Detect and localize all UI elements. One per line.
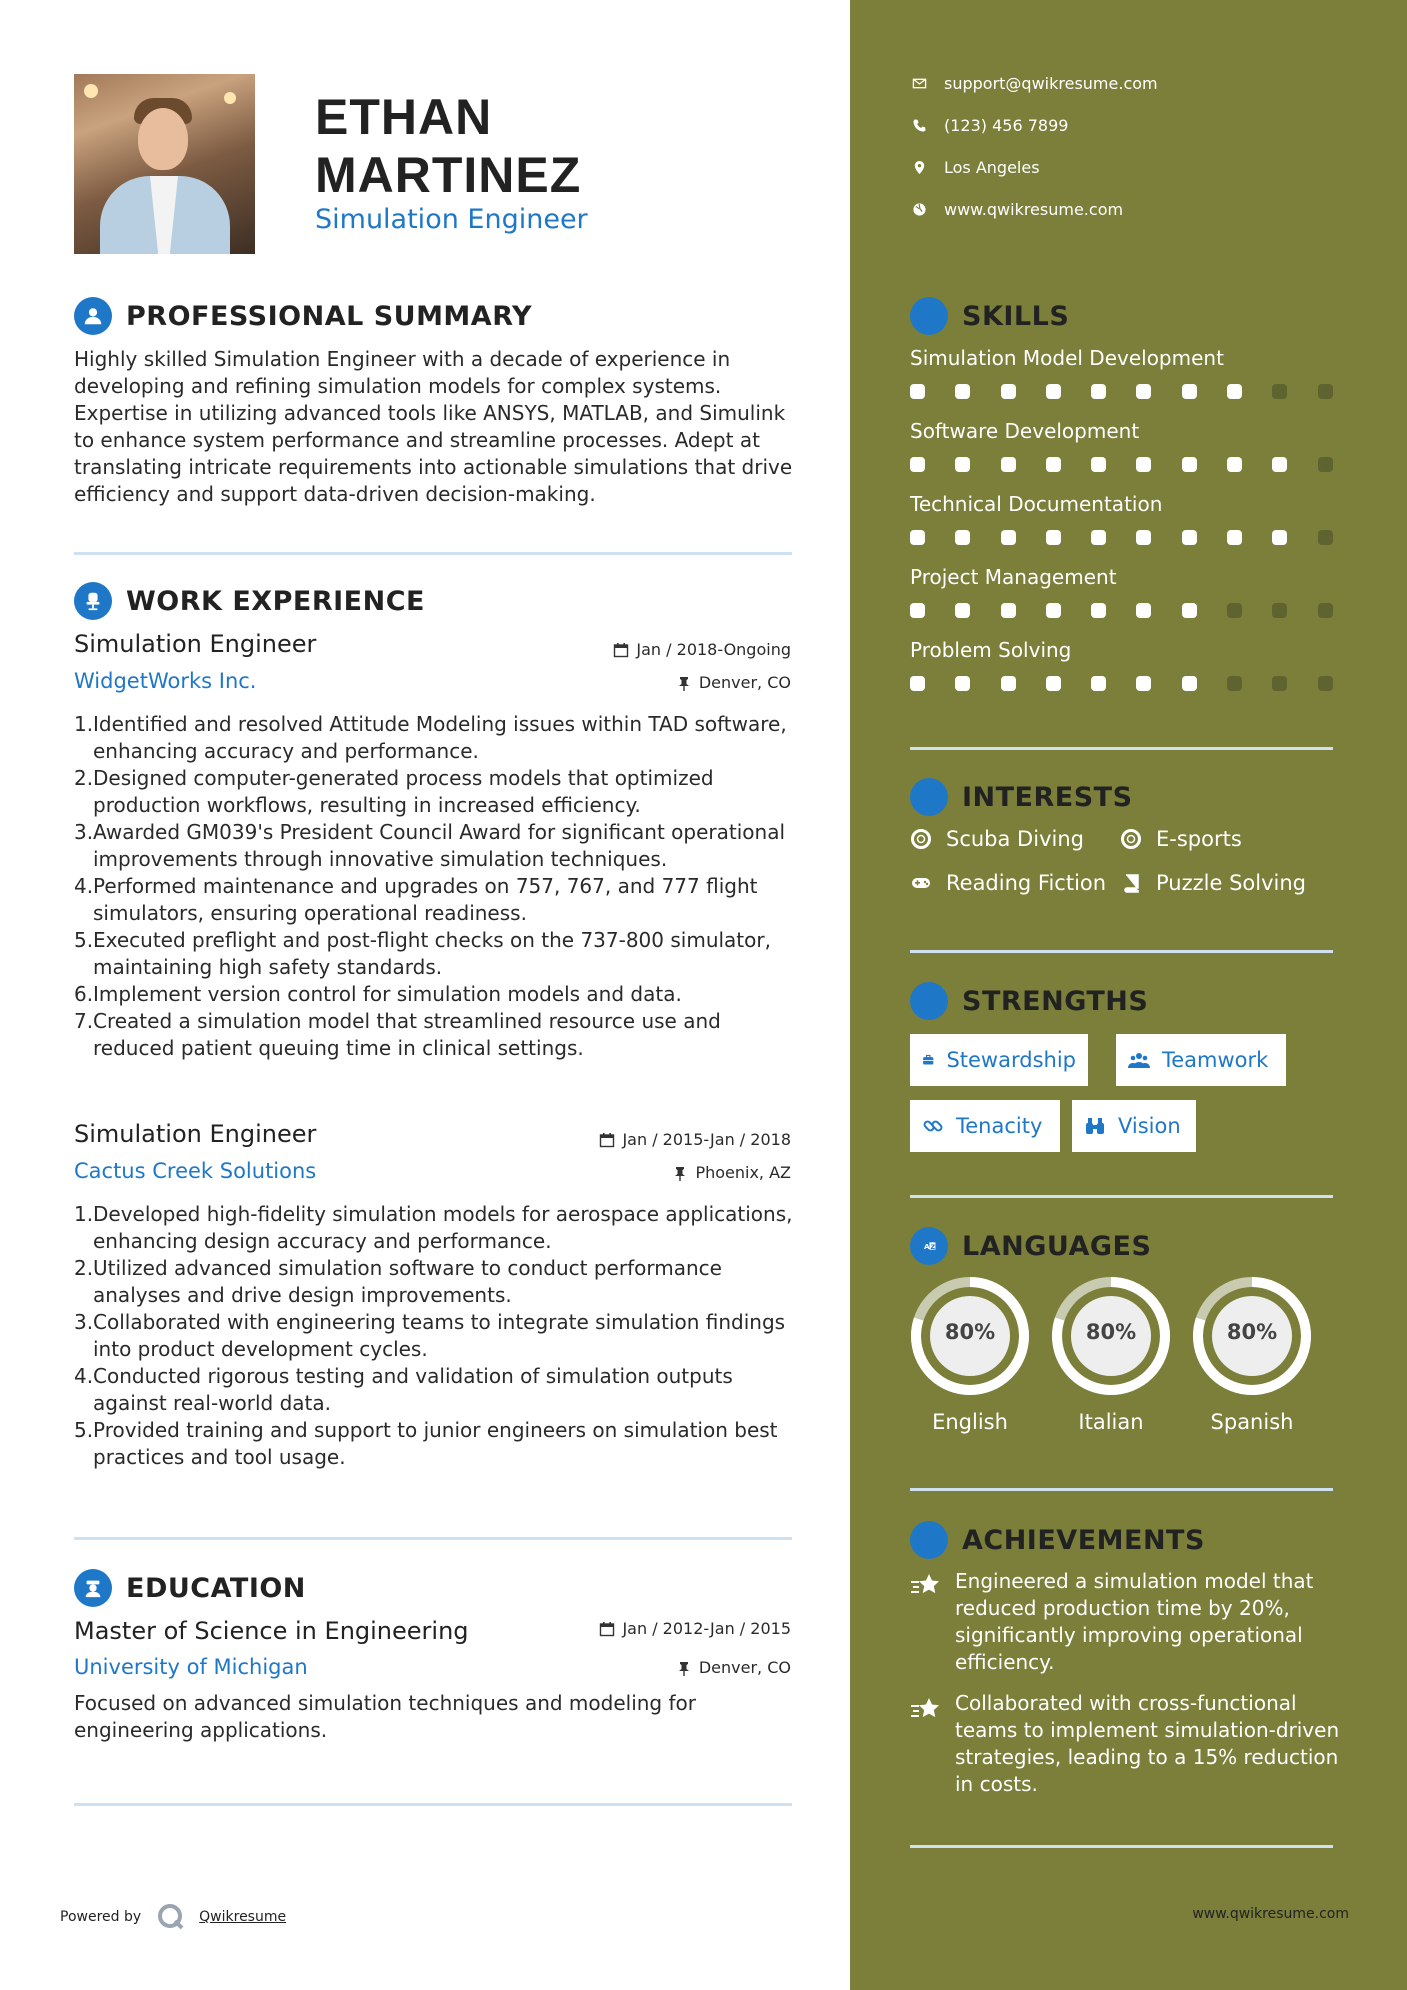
skill-dot-filled bbox=[910, 384, 925, 399]
skill-dot-filled bbox=[1046, 603, 1061, 618]
list-item: 2. Designed computer-generated process models that optimized production workflows, resulting in increased efficiency. bbox=[74, 766, 714, 817]
interest-item: E-sports bbox=[1120, 827, 1242, 851]
strength-badge: Vision bbox=[1072, 1100, 1196, 1152]
job-dates: Jan / 2018-Ongoing bbox=[500, 640, 791, 659]
skill-dot-filled bbox=[1182, 457, 1197, 472]
calendar-icon bbox=[599, 1621, 615, 1637]
language-name: Spanish bbox=[1210, 1410, 1294, 1434]
section-divider bbox=[910, 1845, 1333, 1848]
skill-dot-empty bbox=[1318, 457, 1333, 472]
svg-text:Z: Z bbox=[930, 1242, 936, 1251]
pin-icon bbox=[676, 1660, 692, 1676]
language-percent: 80% bbox=[1226, 1320, 1278, 1344]
skill-dot-empty bbox=[1272, 384, 1287, 399]
education-location: Denver, CO bbox=[500, 1658, 791, 1677]
map-pin-icon bbox=[910, 159, 928, 177]
list-item: 5. Provided training and support to junior engineers on simulation best practices and tool usage. bbox=[74, 1418, 778, 1469]
footer-website[interactable]: www.qwikresume.com bbox=[1192, 1906, 1349, 1922]
strengths-heading: STRENGTHS bbox=[910, 982, 1148, 1020]
section-divider bbox=[74, 1803, 792, 1806]
phone-icon bbox=[910, 117, 928, 135]
summary-heading: PROFESSIONAL SUMMARY bbox=[74, 297, 532, 335]
translate-icon bbox=[910, 1227, 948, 1265]
language-name: Italian bbox=[1078, 1410, 1144, 1434]
list-item: 3. Awarded GM039's President Council Award for significant operational improvements through innovative simulation techniques. bbox=[74, 820, 786, 871]
company-name: WidgetWorks Inc. bbox=[74, 669, 257, 693]
svg-text:A: A bbox=[923, 1242, 930, 1252]
skill-name: Project Management bbox=[910, 565, 1117, 589]
skill-dot-filled bbox=[1272, 457, 1287, 472]
skill-dot-filled bbox=[1001, 530, 1016, 545]
paper-plane-icon bbox=[910, 778, 948, 816]
skill-rating bbox=[910, 384, 1363, 399]
education-dates: Jan / 2012-Jan / 2015 bbox=[500, 1619, 791, 1638]
job-location: Phoenix, AZ bbox=[500, 1163, 791, 1182]
fist-icon bbox=[910, 982, 948, 1020]
candidate-name bbox=[315, 88, 581, 204]
binoculars-icon bbox=[1084, 1115, 1106, 1137]
summary-text: Highly skilled Simulation Engineer with a decade of experience in developing and refining simulation models for complex systems. Expertise in utilizing advanced tools like ANSYS, MATLAB, and Simulink to enhance system performance and streamline processes. Adept at translating intricate requirements into actionable simulations that drive efficiency and support data-driven decision-making. bbox=[74, 347, 793, 506]
briefcase-chair-icon bbox=[74, 582, 112, 620]
skill-dot-filled bbox=[1001, 384, 1016, 399]
section-divider bbox=[910, 950, 1333, 953]
skill-dot-empty bbox=[1227, 676, 1242, 691]
contact-phone: (123) 456 7899 bbox=[910, 116, 1068, 135]
skill-rating bbox=[910, 530, 1363, 545]
skill-dot-filled bbox=[1227, 457, 1242, 472]
users-icon bbox=[1128, 1049, 1150, 1071]
skill-dot-filled bbox=[910, 457, 925, 472]
language-name: English bbox=[932, 1410, 1008, 1434]
interests-heading: INTERESTS bbox=[910, 778, 1133, 816]
skill-dot-filled bbox=[1091, 457, 1106, 472]
skill-dot-filled bbox=[1272, 530, 1287, 545]
qwikresume-link[interactable]: Qwikresume bbox=[199, 1909, 287, 1925]
skill-dot-filled bbox=[910, 603, 925, 618]
section-divider bbox=[910, 1195, 1333, 1198]
list-item: 1. Developed high-fidelity simulation models for aerospace applications, enhancing design accuracy and performance. bbox=[74, 1202, 793, 1253]
skill-name: Problem Solving bbox=[910, 638, 1072, 662]
skill-dot-filled bbox=[1182, 676, 1197, 691]
job-title-headline: Simulation Engineer bbox=[315, 204, 588, 235]
user-icon bbox=[74, 297, 112, 335]
list-item: 1. Identified and resolved Attitude Modeling issues within TAD software, enhancing accuracy and performance. bbox=[74, 712, 787, 763]
skill-dot-empty bbox=[1318, 603, 1333, 618]
skill-dot-filled bbox=[1182, 384, 1197, 399]
strength-badge: Stewardship bbox=[910, 1034, 1088, 1086]
skill-dot-filled bbox=[1136, 457, 1151, 472]
job-title: Simulation Engineer bbox=[74, 1120, 317, 1148]
skill-dot-filled bbox=[1091, 530, 1106, 545]
degree-name: Master of Science in Engineering bbox=[74, 1617, 469, 1645]
section-divider bbox=[910, 747, 1333, 750]
skill-rating bbox=[910, 457, 1363, 472]
skill-dot-filled bbox=[1091, 384, 1106, 399]
list-item: 3. Collaborated with engineering teams to integrate simulation findings into product development cycles. bbox=[74, 1310, 786, 1361]
envelope-icon bbox=[910, 75, 928, 93]
life-ring-icon bbox=[910, 828, 932, 850]
list-item: 6. Implement version control for simulation models and data. bbox=[74, 982, 682, 1006]
last-name: MARTINEZ bbox=[315, 147, 582, 203]
skill-dot-filled bbox=[1227, 530, 1242, 545]
calendar-icon bbox=[599, 1132, 615, 1148]
job-responsibilities bbox=[74, 1201, 799, 1471]
skill-dot-filled bbox=[1046, 457, 1061, 472]
briefcase-icon bbox=[922, 1049, 934, 1071]
skill-dot-filled bbox=[1001, 603, 1016, 618]
star-icon bbox=[910, 1572, 942, 1600]
interest-item: Reading Fiction bbox=[910, 871, 1106, 895]
skill-dot-empty bbox=[1318, 530, 1333, 545]
skills-heading: SKILLS bbox=[910, 297, 1069, 335]
skill-dot-filled bbox=[1136, 603, 1151, 618]
list-item: 4. Performed maintenance and upgrades on 757, 767, and 777 flight simulators, ensuring operational readiness. bbox=[74, 874, 758, 925]
job-dates: Jan / 2015-Jan / 2018 bbox=[500, 1130, 791, 1149]
school-name: University of Michigan bbox=[74, 1655, 308, 1679]
calendar-icon bbox=[613, 642, 629, 658]
job-location: Denver, CO bbox=[500, 673, 791, 692]
list-item: 4. Conducted rigorous testing and validation of simulation outputs against real-world data. bbox=[74, 1364, 733, 1415]
skill-dot-filled bbox=[955, 457, 970, 472]
achievement-item: Collaborated with cross-functional teams to implement simulation-driven strategies, leading to a 15% reduction in costs. bbox=[955, 1691, 1340, 1796]
contact-email[interactable]: support@qwikresume.com bbox=[910, 74, 1158, 93]
skill-dot-filled bbox=[955, 530, 970, 545]
skill-dot-filled bbox=[1136, 530, 1151, 545]
education-heading: EDUCATION bbox=[74, 1569, 306, 1607]
skill-dot-filled bbox=[1182, 530, 1197, 545]
interest-item: Puzzle Solving bbox=[1120, 871, 1306, 895]
pin-icon bbox=[672, 1165, 688, 1181]
profile-photo bbox=[74, 74, 255, 254]
strength-badge: Teamwork bbox=[1116, 1034, 1286, 1086]
company-name: Cactus Creek Solutions bbox=[74, 1159, 317, 1183]
language-percent: 80% bbox=[1085, 1320, 1137, 1344]
skill-dot-filled bbox=[1091, 676, 1106, 691]
languages-heading: A Z LANGUAGES bbox=[910, 1227, 1151, 1265]
skill-dot-empty bbox=[1272, 676, 1287, 691]
list-item: 2. Utilized advanced simulation software to conduct performance analyses and drive design improvements. bbox=[74, 1256, 722, 1307]
skill-dot-filled bbox=[910, 676, 925, 691]
pin-icon bbox=[676, 675, 692, 691]
globe-icon bbox=[910, 201, 928, 219]
section-divider bbox=[910, 1488, 1333, 1491]
skill-name: Simulation Model Development bbox=[910, 346, 1224, 370]
contact-location: Los Angeles bbox=[910, 158, 1040, 177]
skill-dot-filled bbox=[1046, 530, 1061, 545]
skill-dot-filled bbox=[910, 530, 925, 545]
skill-dot-filled bbox=[1001, 457, 1016, 472]
experience-heading: WORK EXPERIENCE bbox=[74, 582, 425, 620]
achievements-heading: ACHIEVEMENTS bbox=[910, 1521, 1205, 1559]
skill-dot-filled bbox=[1136, 676, 1151, 691]
job-title: Simulation Engineer bbox=[74, 630, 317, 658]
powered-by: Powered by Qwikresume bbox=[60, 1903, 286, 1931]
skill-dot-empty bbox=[1227, 603, 1242, 618]
skill-dot-filled bbox=[955, 603, 970, 618]
book-icon bbox=[1120, 872, 1142, 894]
section-divider bbox=[74, 1537, 792, 1540]
contact-website[interactable]: www.qwikresume.com bbox=[910, 200, 1123, 219]
skill-name: Software Development bbox=[910, 419, 1140, 443]
skill-dot-filled bbox=[1136, 384, 1151, 399]
lightbulb-icon bbox=[910, 297, 948, 335]
skill-dot-filled bbox=[1227, 384, 1242, 399]
education-description: Focused on advanced simulation techniques and modeling for engineering applications. bbox=[74, 1691, 696, 1742]
skill-dot-empty bbox=[1318, 676, 1333, 691]
qwikresume-logo-icon bbox=[157, 1903, 185, 1931]
life-ring-icon bbox=[1120, 828, 1142, 850]
skill-dot-filled bbox=[1091, 603, 1106, 618]
first-name: ETHAN bbox=[315, 89, 493, 145]
interest-item: Scuba Diving bbox=[910, 827, 1084, 851]
star-icon bbox=[910, 1696, 942, 1724]
skill-dot-filled bbox=[955, 384, 970, 399]
link-icon bbox=[922, 1115, 944, 1137]
skill-dot-filled bbox=[1001, 676, 1016, 691]
achievement-item: Engineered a simulation model that reduced production time by 20%, significantly improving operational efficiency. bbox=[955, 1569, 1314, 1674]
job-responsibilities bbox=[74, 711, 799, 1062]
gamepad-icon bbox=[910, 872, 932, 894]
skill-dot-filled bbox=[1046, 384, 1061, 399]
strength-badge: Tenacity bbox=[910, 1100, 1060, 1152]
section-divider bbox=[74, 552, 792, 555]
list-item: 5. Executed preflight and post-flight checks on the 737-800 simulator, maintaining high safety standards. bbox=[74, 928, 771, 979]
skill-rating bbox=[910, 676, 1363, 691]
skill-dot-filled bbox=[1182, 603, 1197, 618]
skill-dot-empty bbox=[1272, 603, 1287, 618]
language-percent: 80% bbox=[944, 1320, 996, 1344]
skill-dot-filled bbox=[1046, 676, 1061, 691]
skill-rating bbox=[910, 603, 1363, 618]
skill-name: Technical Documentation bbox=[910, 492, 1163, 516]
graduate-icon bbox=[74, 1569, 112, 1607]
list-item: 7. Created a simulation model that streamlined resource use and reduced patient queuing time in clinical settings. bbox=[74, 1009, 721, 1060]
star-badge-icon bbox=[910, 1521, 948, 1559]
skill-dot-filled bbox=[955, 676, 970, 691]
skill-dot-empty bbox=[1318, 384, 1333, 399]
